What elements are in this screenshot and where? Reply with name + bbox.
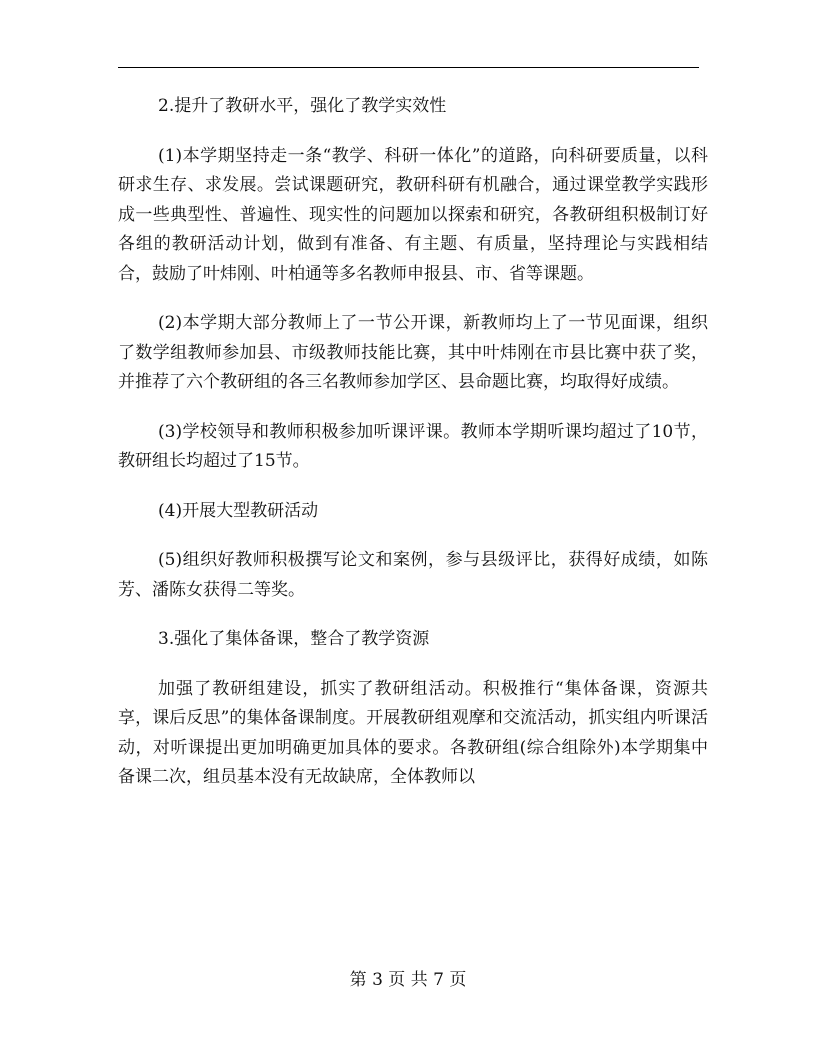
header-rule [118,67,699,68]
section-heading-2: 2.提升了教研水平，强化了教学实效性 [158,96,447,116]
paragraph-item-4: (4)开展大型教研活动 [158,500,319,521]
paragraph-item-1: (1)本学期坚持走一条“教学、科研一体化”的道路，向科研要质量，以科研求生存、求发展。尝试课题研究，教研科研有机融合，通过课堂教学实践形成一些典型性、普遍性、现实性的问题加以探索和研究，各教研组积极制订好各组的教研活动计划，做到有准备、有主题、有质量，坚持理论与实践相结合，鼓励了叶炜刚、叶柏通等多名教师申报县、市、省等课题。 [118,145,708,284]
page-number-footer: 第 3 页 共 7 页 [349,970,467,990]
document-body [118,92,708,813]
section-heading-3: 3.强化了集体备课，整合了教学资源 [158,629,430,649]
paragraph-item-2: (2)本学期大部分教师上了一节公开课，新教师均上了一节见面课，组织了数学组教师参加县、市级教师技能比赛，其中叶炜刚在市县比赛中获了奖，并推荐了六个教研组的各三名教师参加学区、县命题比赛，均取得好成绩。 [118,313,708,392]
paragraph-item-5: (5)组织好教师积极撰写论文和案例，参与县级评比，获得好成绩，如陈芳、潘陈女获得二等奖。 [118,550,708,600]
paragraph-item-3: (3)学校领导和教师积极参加听课评课。教师本学期听课均超过了10节，教研组长均超过了15节。 [118,421,708,471]
paragraph-collective-prep: 加强了教研组建设，抓实了教研组活动。积极推行“集体备课，资源共享，课后反思”的集体备课制度。开展教研组观摩和交流活动，抓实组内听课活动，对听课提出更加明确更加具体的要求。各教研组(综合组除外)本学期集中备课二次，组员基本没有无故缺席，全体教师以 [118,678,708,787]
